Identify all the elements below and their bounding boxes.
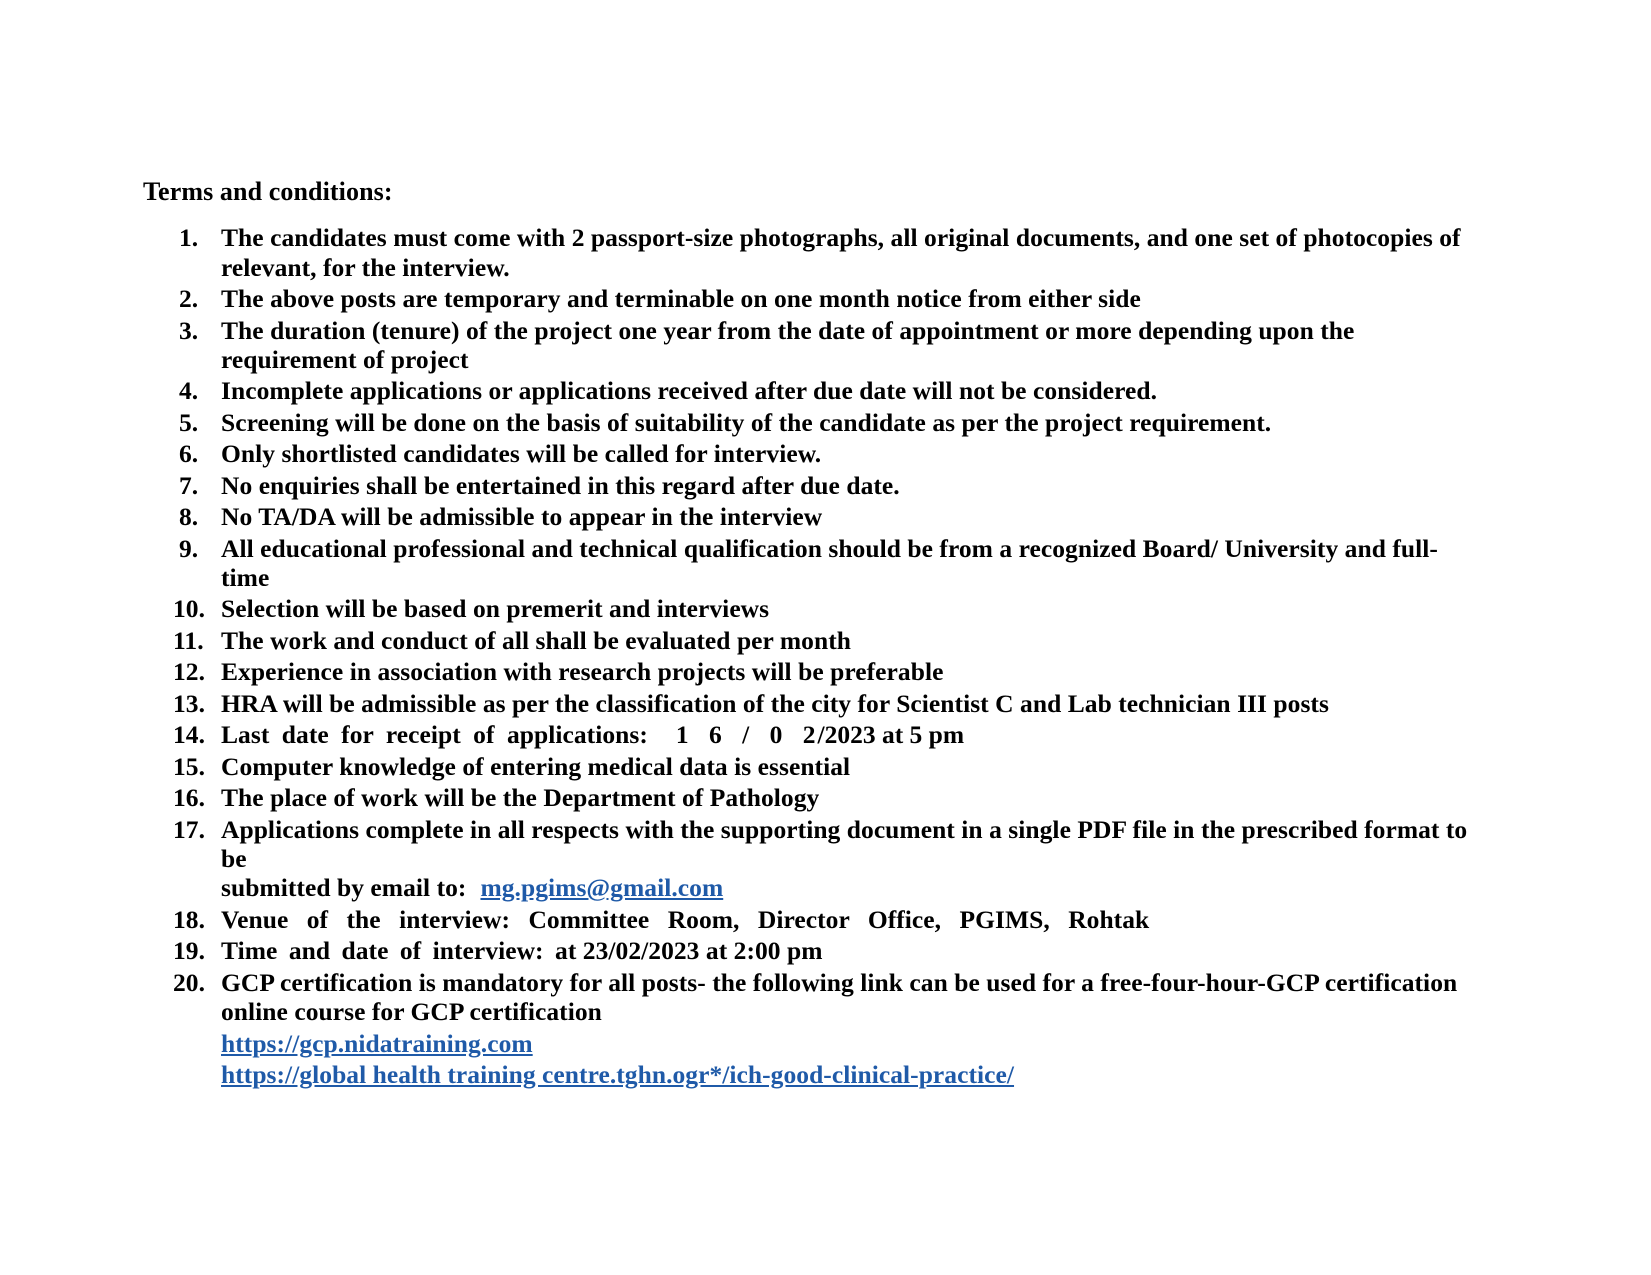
list-item: [143, 223, 1473, 282]
list-item-text: Only shortlisted candidates will be called for interview.: [221, 439, 822, 469]
list-item-venue: [143, 905, 1473, 934]
list-item-text: No enquiries shall be entertained in this regard after due date.: [221, 470, 900, 500]
email-submission-line: [221, 873, 1473, 902]
list-item-text: Applications complete in all respects with the supporting document in a single PDF file in the prescribed format to be: [221, 814, 1468, 873]
list-item: [143, 626, 1473, 655]
list-item-text: [221, 720, 1473, 749]
list-item-interview-time: [143, 936, 1473, 965]
list-item-number: 13.: [173, 688, 206, 718]
list-item: [143, 752, 1473, 781]
list-item-text: The above posts are temporary and terminable on one month notice from either side: [221, 284, 1141, 314]
list-item: [143, 439, 1473, 468]
list-item-text: All educational professional and technical qualification should be from a recognized Board/ University and full-time: [221, 533, 1438, 592]
list-item-number: 17.: [173, 814, 206, 844]
last-date-digits: 1 6 / 0 2: [675, 720, 818, 750]
list-item-number: 9.: [179, 533, 199, 563]
interview-time-value: at 23/02/2023 at 2:00 pm: [555, 936, 823, 966]
list-item-number: 2.: [179, 284, 199, 314]
list-item-text: The duration (tenure) of the project one year from the date of appointment or more depending upon the requirement of project: [221, 315, 1355, 374]
terms-list: [143, 223, 1473, 1089]
last-date-label: Last date for receipt of applications:: [221, 720, 648, 750]
list-item-text: Experience in association with research projects will be preferable: [221, 657, 944, 687]
list-item-text: Computer knowledge of entering medical data is essential: [221, 751, 851, 781]
gcp-training-link[interactable]: https://gcp.nidatraining.com: [221, 1028, 533, 1058]
list-item-number: 19.: [173, 936, 206, 966]
list-item-number: 3.: [179, 315, 199, 345]
list-item: [143, 376, 1473, 405]
list-item-text: No TA/DA will be admissible to appear in the interview: [221, 502, 823, 532]
list-item-number: 5.: [179, 407, 199, 437]
interview-time-label: Time and date of interview:: [221, 936, 544, 966]
list-item-number: 6.: [179, 439, 199, 469]
list-item: [143, 471, 1473, 500]
list-item-number: 16.: [173, 783, 206, 813]
list-item-number: 20.: [173, 967, 206, 997]
list-item-number: 1.: [179, 223, 199, 253]
list-item: [143, 783, 1473, 812]
list-item-text: Incomplete applications or applications received after due date will not be considered.: [221, 376, 1158, 406]
list-item-number: 8.: [179, 502, 199, 532]
list-item: [143, 534, 1473, 593]
list-item-text: Screening will be done on the basis of suitability of the candidate as per the project requirement.: [221, 407, 1272, 437]
last-date-tail: /2023 at 5 pm: [817, 720, 965, 750]
list-item-text: HRA will be admissible as per the classification of the city for Scientist C and Lab technician III posts: [221, 688, 1329, 718]
list-item-number: 11.: [173, 625, 204, 655]
list-item: [143, 316, 1473, 375]
gcp-subline: online course for GCP certification: [221, 997, 602, 1027]
list-item: [143, 502, 1473, 531]
list-item: [143, 594, 1473, 623]
list-item-last-date: [143, 720, 1473, 749]
list-item-number: 15.: [173, 751, 206, 781]
list-item: [143, 408, 1473, 437]
list-item: [143, 689, 1473, 718]
list-item-text: [221, 936, 1473, 965]
list-item-number: 14.: [173, 720, 206, 750]
global-health-training-link[interactable]: https://global health training centre.tghn.ogr*/ich-good-clinical-practice/: [221, 1060, 1015, 1089]
list-item: [143, 284, 1473, 313]
list-item-text: GCP certification is mandatory for all posts- the following link can be used for a free-four-hour-GCP certification: [221, 967, 1458, 997]
list-item-number: 10.: [173, 594, 206, 624]
list-item-text: The work and conduct of all shall be evaluated per month: [221, 625, 851, 655]
list-item-application-submission: [143, 815, 1473, 903]
list-item-text: Selection will be based on premerit and interviews: [221, 594, 770, 624]
list-item-number: 7.: [179, 470, 199, 500]
list-item-text: Venue of the interview: Committee Room, Director Office, PGIMS, Rohtak: [221, 904, 1150, 934]
list-item-number: 4.: [179, 376, 199, 406]
list-item-gcp-certification: [143, 968, 1473, 1090]
list-item-number: 18.: [173, 904, 206, 934]
list-item-text: The place of work will be the Department of Pathology: [221, 783, 820, 813]
terms-and-conditions-document: [143, 176, 1473, 1091]
list-item-number: 12.: [173, 657, 206, 687]
list-item: [143, 657, 1473, 686]
page-title: Terms and conditions:: [143, 177, 393, 206]
email-link[interactable]: mg.pgims@gmail.com: [480, 873, 724, 903]
email-label: submitted by email to:: [221, 873, 467, 903]
list-item-text: The candidates must come with 2 passport-size photographs, all original documents, and one set of photocopies of relevant, for the interview.: [221, 223, 1461, 282]
